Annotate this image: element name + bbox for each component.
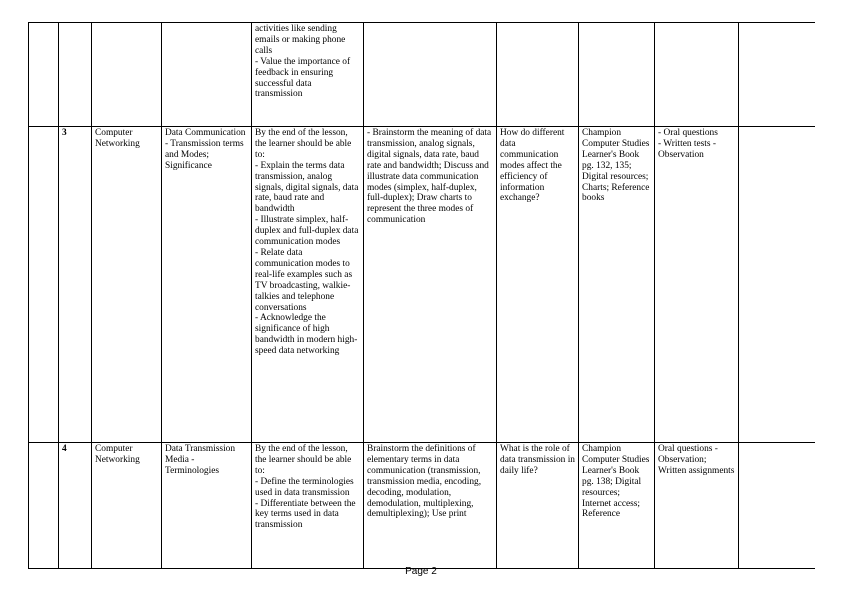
sub-strand-cell — [162, 23, 252, 127]
remarks-cell — [739, 127, 816, 443]
assessment-cell — [655, 23, 739, 127]
strand-cell: Computer Networking — [92, 443, 162, 570]
remarks-cell — [739, 23, 816, 127]
outcome-line: - Explain the terms data transmission, analog signals, digital signals, data rate, baud rate and bandwidth — [255, 160, 359, 215]
sub-strand-cell: Data Communication - Transmission terms and Modes; Significance — [162, 127, 252, 443]
lesson-cell: 4 — [59, 443, 92, 570]
table-row — [29, 23, 816, 127]
inquiry-question-cell: What is the role of data transmission in daily life? — [497, 443, 579, 570]
outcome-line: - Value the importance of feedback in ensuring successful data transmission — [255, 56, 351, 100]
lesson-cell: 3 — [59, 127, 92, 443]
outcome-line: - Acknowledge the significance of high bandwidth in modern high-speed data networking — [255, 313, 358, 357]
table-body — [29, 23, 816, 570]
outcome-line: - Illustrate simplex, half-duplex and full-duplex data communication modes — [255, 215, 359, 248]
learning-experiences-cell — [364, 23, 497, 127]
week-cell — [29, 23, 59, 127]
week-cell — [29, 443, 59, 570]
assessment-line: - Oral questions — [658, 128, 718, 138]
resources-cell: Champion Computer Studies Learner's Book pg. 132, 135; Digital resources; Charts; Reference books — [579, 127, 655, 443]
inquiry-question-cell: How do different data communication modes affect the efficiency of information exchange? — [497, 127, 579, 443]
outcome-line: By the end of the lesson, the learner should be able to: — [255, 444, 352, 476]
page-number: Page 2 — [405, 566, 437, 577]
strand-cell — [92, 23, 162, 127]
assessment-cell — [655, 127, 739, 443]
learning-outcomes-cell — [252, 127, 364, 443]
experience-line: - Brainstorm the meaning of data transmission, analog signals, digital signals, data rate, baud rate and bandwidth; Discuss and illustrate data communication modes (simplex, half-duplex, full-duplex); Draw charts to represent the three modes of communication — [367, 128, 492, 226]
outcome-line: activities like sending emails or making phone calls — [255, 24, 346, 56]
resources-cell: Champion Computer Studies Learner's Book pg. 138; Digital resources; Internet access; Reference — [579, 443, 655, 570]
week-cell — [29, 127, 59, 443]
experience-line: Brainstorm the definitions of elementary terms in data communication (transmission, transmission media, encoding, decoding, modulation, demodulation, multiplexing, demultiplexing); Use print — [367, 444, 482, 520]
outcome-line: - Differentiate between the key terms used in data transmission — [255, 498, 356, 531]
learning-outcomes-cell — [252, 23, 364, 127]
inquiry-question-cell — [497, 23, 579, 127]
learning-experiences-cell — [364, 443, 497, 570]
learning-outcomes-cell — [252, 443, 364, 570]
remarks-cell — [739, 443, 816, 570]
table-row — [29, 443, 816, 570]
resources-cell — [579, 23, 655, 127]
outcome-line: - Define the terminologies used in data transmission — [255, 476, 354, 498]
learning-experiences-cell — [364, 127, 497, 443]
strand-cell: Computer Networking — [92, 127, 162, 443]
scheme-of-work-page — [28, 22, 815, 569]
assessment-cell — [655, 443, 739, 570]
outcome-line: By the end of the lesson, the learner should be able to: — [255, 128, 352, 160]
outcome-line: - Relate data communication modes to real-life examples such as TV broadcasting, walkie-talkies and telephone conversations — [255, 247, 353, 313]
sub-strand-cell: Data Transmission Media - Terminologies — [162, 443, 252, 570]
lesson-cell — [59, 23, 92, 127]
assessment-line: - Written tests - Observation — [658, 138, 717, 160]
scheme-of-work-table — [28, 22, 815, 569]
table-row — [29, 127, 816, 443]
table-clip — [28, 22, 815, 569]
assessment-line: Oral questions - Observation; Written assignments — [658, 444, 735, 476]
